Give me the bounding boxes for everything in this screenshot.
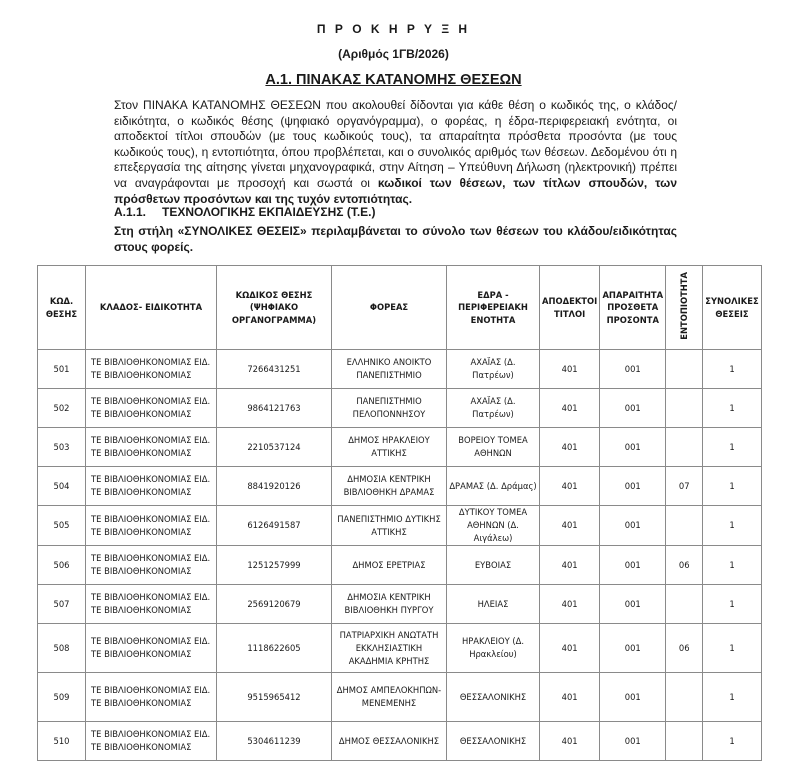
header-seat: ΕΔΡΑ - ΠΕΡΙΦΕΡΕΙΑΚΗ ΕΝΟΤΗΤΑ (447, 266, 540, 350)
table-row (38, 506, 762, 546)
note-paragraph: Στη στήλη «ΣΥΝΟΛΙΚΕΣ ΘΕΣΕΙΣ» περιλαμβάνεται το σύνολο των θέσεων του κλάδου/ειδικότητας στους φορείς. (114, 224, 677, 254)
cell-position-code: 9864121763 (217, 389, 332, 428)
cell-branch: ΤΕ ΒΙΒΛΙΟΘΗΚΟΝΟΜΙΑΣ ΕΙΔ. ΤΕ ΒΙΒΛΙΟΘΗΚΟΝΟΜΙΑΣ (86, 673, 217, 722)
cell-agency: ΔΗΜΟΣΙΑ ΚΕΝΤΡΙΚΗ ΒΙΒΛΙΟΘΗΚΗ ΠΥΡΓΟΥ (332, 585, 447, 624)
cell-total: 1 (703, 506, 761, 546)
cell-position-code: 5304611239 (217, 722, 332, 761)
table-row (38, 467, 762, 506)
cell-qualifications: 001 (600, 673, 666, 722)
table-row (38, 673, 762, 722)
cell-agency: ΠΑΤΡΙΑΡΧΙΚΗ ΑΝΩΤΑΤΗ ΕΚΚΛΗΣΙΑΣΤΙΚΗ ΑΚΑΔΗΜΙΑ ΚΡΗΤΗΣ (332, 624, 447, 673)
cell-degrees: 401 (540, 506, 600, 546)
cell-code: 508 (38, 624, 86, 673)
cell-total: 1 (703, 722, 761, 761)
cell-qualifications: 001 (600, 585, 666, 624)
cell-position-code: 2569120679 (217, 585, 332, 624)
cell-degrees: 401 (540, 673, 600, 722)
cell-total: 1 (703, 428, 761, 467)
cell-total: 1 (703, 585, 761, 624)
table-title: Α.1. ΠΙΝΑΚΑΣ ΚΑΤΑΝΟΜΗΣ ΘΕΣΕΩΝ (265, 72, 522, 88)
cell-seat: ΔΡΑΜΑΣ (Δ. Δράμας) (447, 467, 540, 506)
document-heading: Π Ρ Ο Κ Η Ρ Υ Ξ Η (316, 22, 471, 36)
cell-code: 510 (38, 722, 86, 761)
cell-seat: ΗΛΕΙΑΣ (447, 585, 540, 624)
cell-seat: ΔΥΤΙΚΟΥ ΤΟΜΕΑ ΑΘΗΝΩΝ (Δ. Αιγάλεω) (447, 506, 540, 546)
cell-agency: ΔΗΜΟΣ ΗΡΑΚΛΕΙΟΥ ΑΤΤΙΚΗΣ (332, 428, 447, 467)
cell-position-code: 1251257999 (217, 546, 332, 585)
cell-code: 503 (38, 428, 86, 467)
cell-locality (666, 350, 703, 389)
cell-locality (666, 585, 703, 624)
table-row (38, 722, 762, 761)
cell-agency: ΔΗΜΟΣ ΕΡΕΤΡΙΑΣ (332, 546, 447, 585)
cell-locality: 07 (666, 467, 703, 506)
cell-locality (666, 389, 703, 428)
cell-degrees: 401 (540, 722, 600, 761)
cell-seat: ΑΧΑΪΑΣ (Δ. Πατρέων) (447, 389, 540, 428)
cell-qualifications: 001 (600, 467, 666, 506)
header-degrees: ΑΠΟΔΕΚΤΟΙ ΤΙΤΛΟΙ (540, 266, 600, 350)
cell-position-code: 9515965412 (217, 673, 332, 722)
cell-seat: ΘΕΣΣΑΛΟΝΙΚΗΣ (447, 722, 540, 761)
cell-total: 1 (703, 389, 761, 428)
cell-qualifications: 001 (600, 624, 666, 673)
cell-seat: ΗΡΑΚΛΕΙΟΥ (Δ. Ηρακλείου) (447, 624, 540, 673)
cell-qualifications: 001 (600, 506, 666, 546)
cell-branch: ΤΕ ΒΙΒΛΙΟΘΗΚΟΝΟΜΙΑΣ ΕΙΔ. ΤΕ ΒΙΒΛΙΟΘΗΚΟΝΟΜΙΑΣ (86, 428, 217, 467)
table-header-row (38, 266, 762, 350)
document-number: (Αριθμός 1ΓΒ/2026) (338, 47, 449, 61)
cell-code: 506 (38, 546, 86, 585)
cell-degrees: 401 (540, 467, 600, 506)
intro-bold-text: κωδικοί των θέσεων, των τίτλων σπουδών, των πρόσθετων προσόντων και της τυχόν εντοπιότητας. (114, 175, 677, 206)
cell-total: 1 (703, 350, 761, 389)
section-number: Α.1.1. (114, 205, 147, 219)
cell-qualifications: 001 (600, 389, 666, 428)
cell-seat: ΑΧΑΪΑΣ (Δ. Πατρέων) (447, 350, 540, 389)
cell-degrees: 401 (540, 585, 600, 624)
cell-position-code: 2210537124 (217, 428, 332, 467)
cell-branch: ΤΕ ΒΙΒΛΙΟΘΗΚΟΝΟΜΙΑΣ ΕΙΔ. ΤΕ ΒΙΒΛΙΟΘΗΚΟΝΟΜΙΑΣ (86, 546, 217, 585)
cell-branch: ΤΕ ΒΙΒΛΙΟΘΗΚΟΝΟΜΙΑΣ ΕΙΔ. ΤΕ ΒΙΒΛΙΟΘΗΚΟΝΟΜΙΑΣ (86, 624, 217, 673)
header-locality-label: ΕΝΤΟΠΙΟΤΗΤΑ (679, 271, 690, 340)
cell-locality (666, 428, 703, 467)
cell-degrees: 401 (540, 546, 600, 585)
cell-branch: ΤΕ ΒΙΒΛΙΟΘΗΚΟΝΟΜΙΑΣ ΕΙΔ. ΤΕ ΒΙΒΛΙΟΘΗΚΟΝΟΜΙΑΣ (86, 585, 217, 624)
cell-code: 507 (38, 585, 86, 624)
cell-code: 505 (38, 506, 86, 546)
cell-seat: ΕΥΒΟΙΑΣ (447, 546, 540, 585)
cell-locality (666, 506, 703, 546)
cell-position-code: 7266431251 (217, 350, 332, 389)
cell-code: 509 (38, 673, 86, 722)
cell-position-code: 6126491587 (217, 506, 332, 546)
cell-qualifications: 001 (600, 722, 666, 761)
cell-degrees: 401 (540, 624, 600, 673)
cell-degrees: 401 (540, 428, 600, 467)
header-total: ΣΥΝΟΛΙΚΕΣ ΘΕΣΕΙΣ (703, 266, 761, 350)
cell-agency: ΔΗΜΟΣΙΑ ΚΕΝΤΡΙΚΗ ΒΙΒΛΙΟΘΗΚΗ ΔΡΑΜΑΣ (332, 467, 447, 506)
intro-paragraph (114, 98, 677, 207)
cell-code: 501 (38, 350, 86, 389)
cell-degrees: 401 (540, 350, 600, 389)
table-row (38, 624, 762, 673)
header-branch: ΚΛΑΔΟΣ- ΕΙΔΙΚΟΤΗΤΑ (86, 266, 217, 350)
section-heading (114, 205, 376, 219)
table-row (38, 585, 762, 624)
cell-agency: ΠΑΝΕΠΙΣΤΗΜΙΟ ΠΕΛΟΠΟΝΝΗΣΟΥ (332, 389, 447, 428)
cell-agency: ΕΛΛΗΝΙΚΟ ΑΝΟΙΚΤΟ ΠΑΝΕΠΙΣΤΗΜΙΟ (332, 350, 447, 389)
cell-branch: ΤΕ ΒΙΒΛΙΟΘΗΚΟΝΟΜΙΑΣ ΕΙΔ. ΤΕ ΒΙΒΛΙΟΘΗΚΟΝΟΜΙΑΣ (86, 350, 217, 389)
cell-code: 502 (38, 389, 86, 428)
cell-total: 1 (703, 467, 761, 506)
cell-branch: ΤΕ ΒΙΒΛΙΟΘΗΚΟΝΟΜΙΑΣ ΕΙΔ. ΤΕ ΒΙΒΛΙΟΘΗΚΟΝΟΜΙΑΣ (86, 389, 217, 428)
table-row (38, 546, 762, 585)
cell-locality (666, 722, 703, 761)
cell-branch: ΤΕ ΒΙΒΛΙΟΘΗΚΟΝΟΜΙΑΣ ΕΙΔ. ΤΕ ΒΙΒΛΙΟΘΗΚΟΝΟΜΙΑΣ (86, 722, 217, 761)
header-code: ΚΩΔ. ΘΕΣΗΣ (38, 266, 86, 350)
cell-qualifications: 001 (600, 350, 666, 389)
positions-table (37, 265, 762, 761)
cell-agency: ΠΑΝΕΠΙΣΤΗΜΙΟ ΔΥΤΙΚΗΣ ΑΤΤΙΚΗΣ (332, 506, 447, 546)
cell-agency: ΔΗΜΟΣ ΑΜΠΕΛΟΚΗΠΩΝ-ΜΕΝΕΜΕΝΗΣ (332, 673, 447, 722)
cell-total: 1 (703, 673, 761, 722)
table-row (38, 389, 762, 428)
cell-agency: ΔΗΜΟΣ ΘΕΣΣΑΛΟΝΙΚΗΣ (332, 722, 447, 761)
cell-degrees: 401 (540, 389, 600, 428)
cell-branch: ΤΕ ΒΙΒΛΙΟΘΗΚΟΝΟΜΙΑΣ ΕΙΔ. ΤΕ ΒΙΒΛΙΟΘΗΚΟΝΟΜΙΑΣ (86, 506, 217, 546)
cell-position-code: 8841920126 (217, 467, 332, 506)
cell-seat: ΒΟΡΕΙΟΥ ΤΟΜΕΑ ΑΘΗΝΩΝ (447, 428, 540, 467)
cell-qualifications: 001 (600, 428, 666, 467)
cell-position-code: 1118622605 (217, 624, 332, 673)
cell-seat: ΘΕΣΣΑΛΟΝΙΚΗΣ (447, 673, 540, 722)
header-qualifications: ΑΠΑΡΑΙΤΗΤΑ ΠΡΟΣΘΕΤΑ ΠΡΟΣΟΝΤΑ (600, 266, 666, 350)
table-row (38, 428, 762, 467)
intro-text: Στον ΠΙΝΑΚΑ ΚΑΤΑΝΟΜΗΣ ΘΕΣΕΩΝ που ακολουθεί δίδονται για κάθε θέση ο κωδικός της, ο κλάδος/ειδικότητα, ο κωδικός θέσης (ψηφιακό οργανόγραμμα), ο φορέας, η έδρα-περιφερειακή ενότητα, οι αποδεκτοί τίτλοι σπουδών (με τους κωδικούς τους), τα απαραίτητα πρόσθετα προσόντα (με τους κωδικούς τους), η εντοπιότητα, όπου προβλέπεται, και ο συνολικός αριθμός των θέσεων. Δεδομένου ότι η επεξεργασία της αίτησης γίνεται μηχανογραφικά, στην Αίτηση – Υπεύθυνη Δήλωση (ηλεκτρονική) πρέπει να αναγράφονται με προσοχή και σωστά οι (114, 98, 677, 190)
cell-branch: ΤΕ ΒΙΒΛΙΟΘΗΚΟΝΟΜΙΑΣ ΕΙΔ. ΤΕ ΒΙΒΛΙΟΘΗΚΟΝΟΜΙΑΣ (86, 467, 217, 506)
cell-qualifications: 001 (600, 546, 666, 585)
cell-code: 504 (38, 467, 86, 506)
cell-total: 1 (703, 624, 761, 673)
header-position-code: ΚΩΔΙΚΟΣ ΘΕΣΗΣ (ΨΗΦΙΑΚΟ ΟΡΓΑΝΟΓΡΑΜΜΑ) (217, 266, 332, 350)
cell-total: 1 (703, 546, 761, 585)
header-agency: ΦΟΡΕΑΣ (332, 266, 447, 350)
table-row (38, 350, 762, 389)
cell-locality: 06 (666, 546, 703, 585)
cell-locality (666, 673, 703, 722)
cell-locality: 06 (666, 624, 703, 673)
header-locality (666, 266, 703, 350)
section-title: ΤΕΧΝΟΛΟΓΙΚΗΣ ΕΚΠΑΙΔΕΥΣΗΣ (Τ.Ε.) (162, 205, 376, 219)
